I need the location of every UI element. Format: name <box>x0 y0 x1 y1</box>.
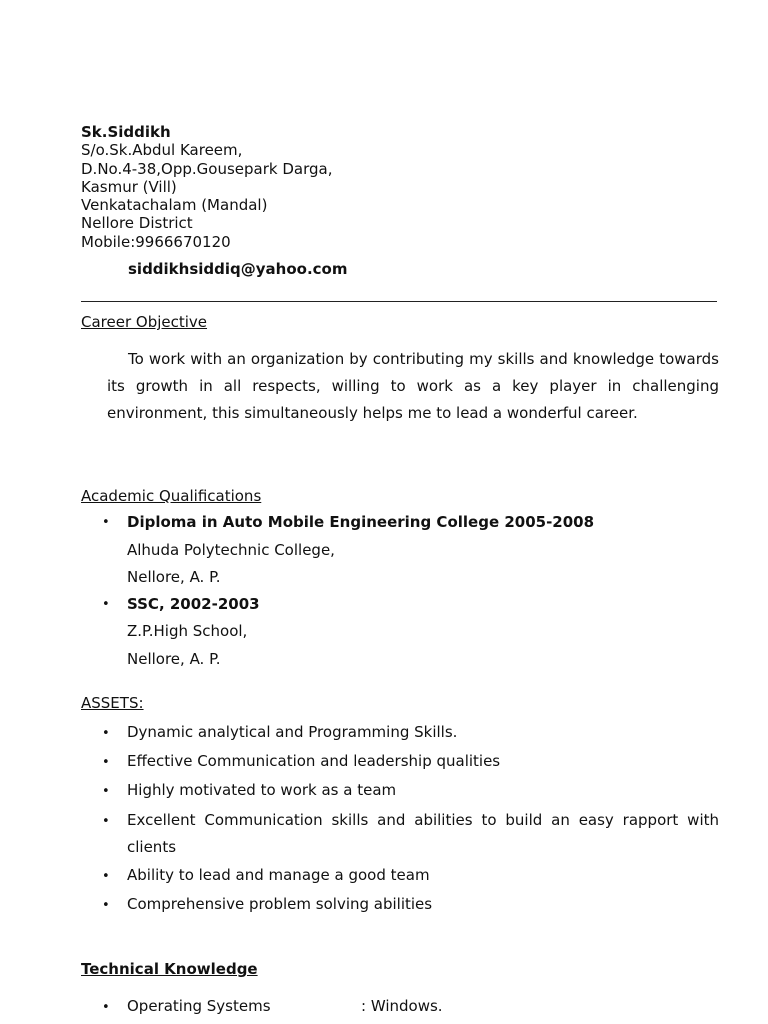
tech-item-value: : Windows. <box>361 997 443 1015</box>
address-line: S/o.Sk.Abdul Kareem, <box>81 141 243 160</box>
bullet-icon: • <box>102 1000 110 1015</box>
bullet-icon: • <box>102 784 110 799</box>
asset-item-continued: clients <box>127 838 177 856</box>
address-line: Nellore District <box>81 214 193 233</box>
asset-item: Dynamic analytical and Programming Skills. <box>127 723 458 741</box>
qualification-institution: Alhuda Polytechnic College, <box>127 541 335 559</box>
bullet-icon: • <box>102 898 110 913</box>
bullet-icon: • <box>102 814 110 829</box>
bullet-icon: • <box>102 755 110 770</box>
qualification-location: Nellore, A. P. <box>127 568 221 586</box>
email-address: siddikhsiddiq@yahoo.com <box>128 260 348 278</box>
bullet-icon: • <box>102 597 110 612</box>
asset-item: Excellent Communication skills and abilities to build an easy rapport with <box>127 811 719 829</box>
divider-line <box>81 301 717 302</box>
career-objective-heading: Career Objective <box>81 313 208 331</box>
qualification-title: Diploma in Auto Mobile Engineering College 2005-2008 <box>127 513 595 531</box>
qualification-institution: Z.P.High School, <box>127 622 248 640</box>
bullet-icon: • <box>102 869 110 884</box>
candidate-name: Sk.Siddikh <box>81 123 171 141</box>
technical-heading: Technical Knowledge <box>81 960 258 978</box>
academic-heading: Academic Qualifications <box>81 487 262 505</box>
asset-item: Comprehensive problem solving abilities <box>127 895 433 913</box>
asset-item: Ability to lead and manage a good team <box>127 866 430 884</box>
tech-item-label: Operating Systems <box>127 997 271 1015</box>
bullet-icon: • <box>102 726 110 741</box>
address-line: Kasmur (Vill) <box>81 177 177 196</box>
address-line: Venkatachalam (Mandal) <box>81 196 268 215</box>
asset-item: Effective Communication and leadership qualities <box>127 752 501 770</box>
qualification-location: Nellore, A. P. <box>127 650 221 668</box>
bullet-icon: • <box>102 515 110 530</box>
qualification-title: SSC, 2002-2003 <box>127 595 260 613</box>
asset-item: Highly motivated to work as a team <box>127 781 397 799</box>
career-objective-text: To work with an organization by contributing my skills and knowledge towards its growth in all respects, willing to work as a key player in challenging environment, this simultaneously helps me to lead a wonderful career. <box>107 350 719 422</box>
mobile-line: Mobile:9966670120 <box>81 232 231 251</box>
contact-block <box>81 123 332 251</box>
assets-heading: ASSETS: <box>81 694 144 712</box>
address-line: D.No.4-38,Opp.Gousepark Darga, <box>81 159 333 178</box>
